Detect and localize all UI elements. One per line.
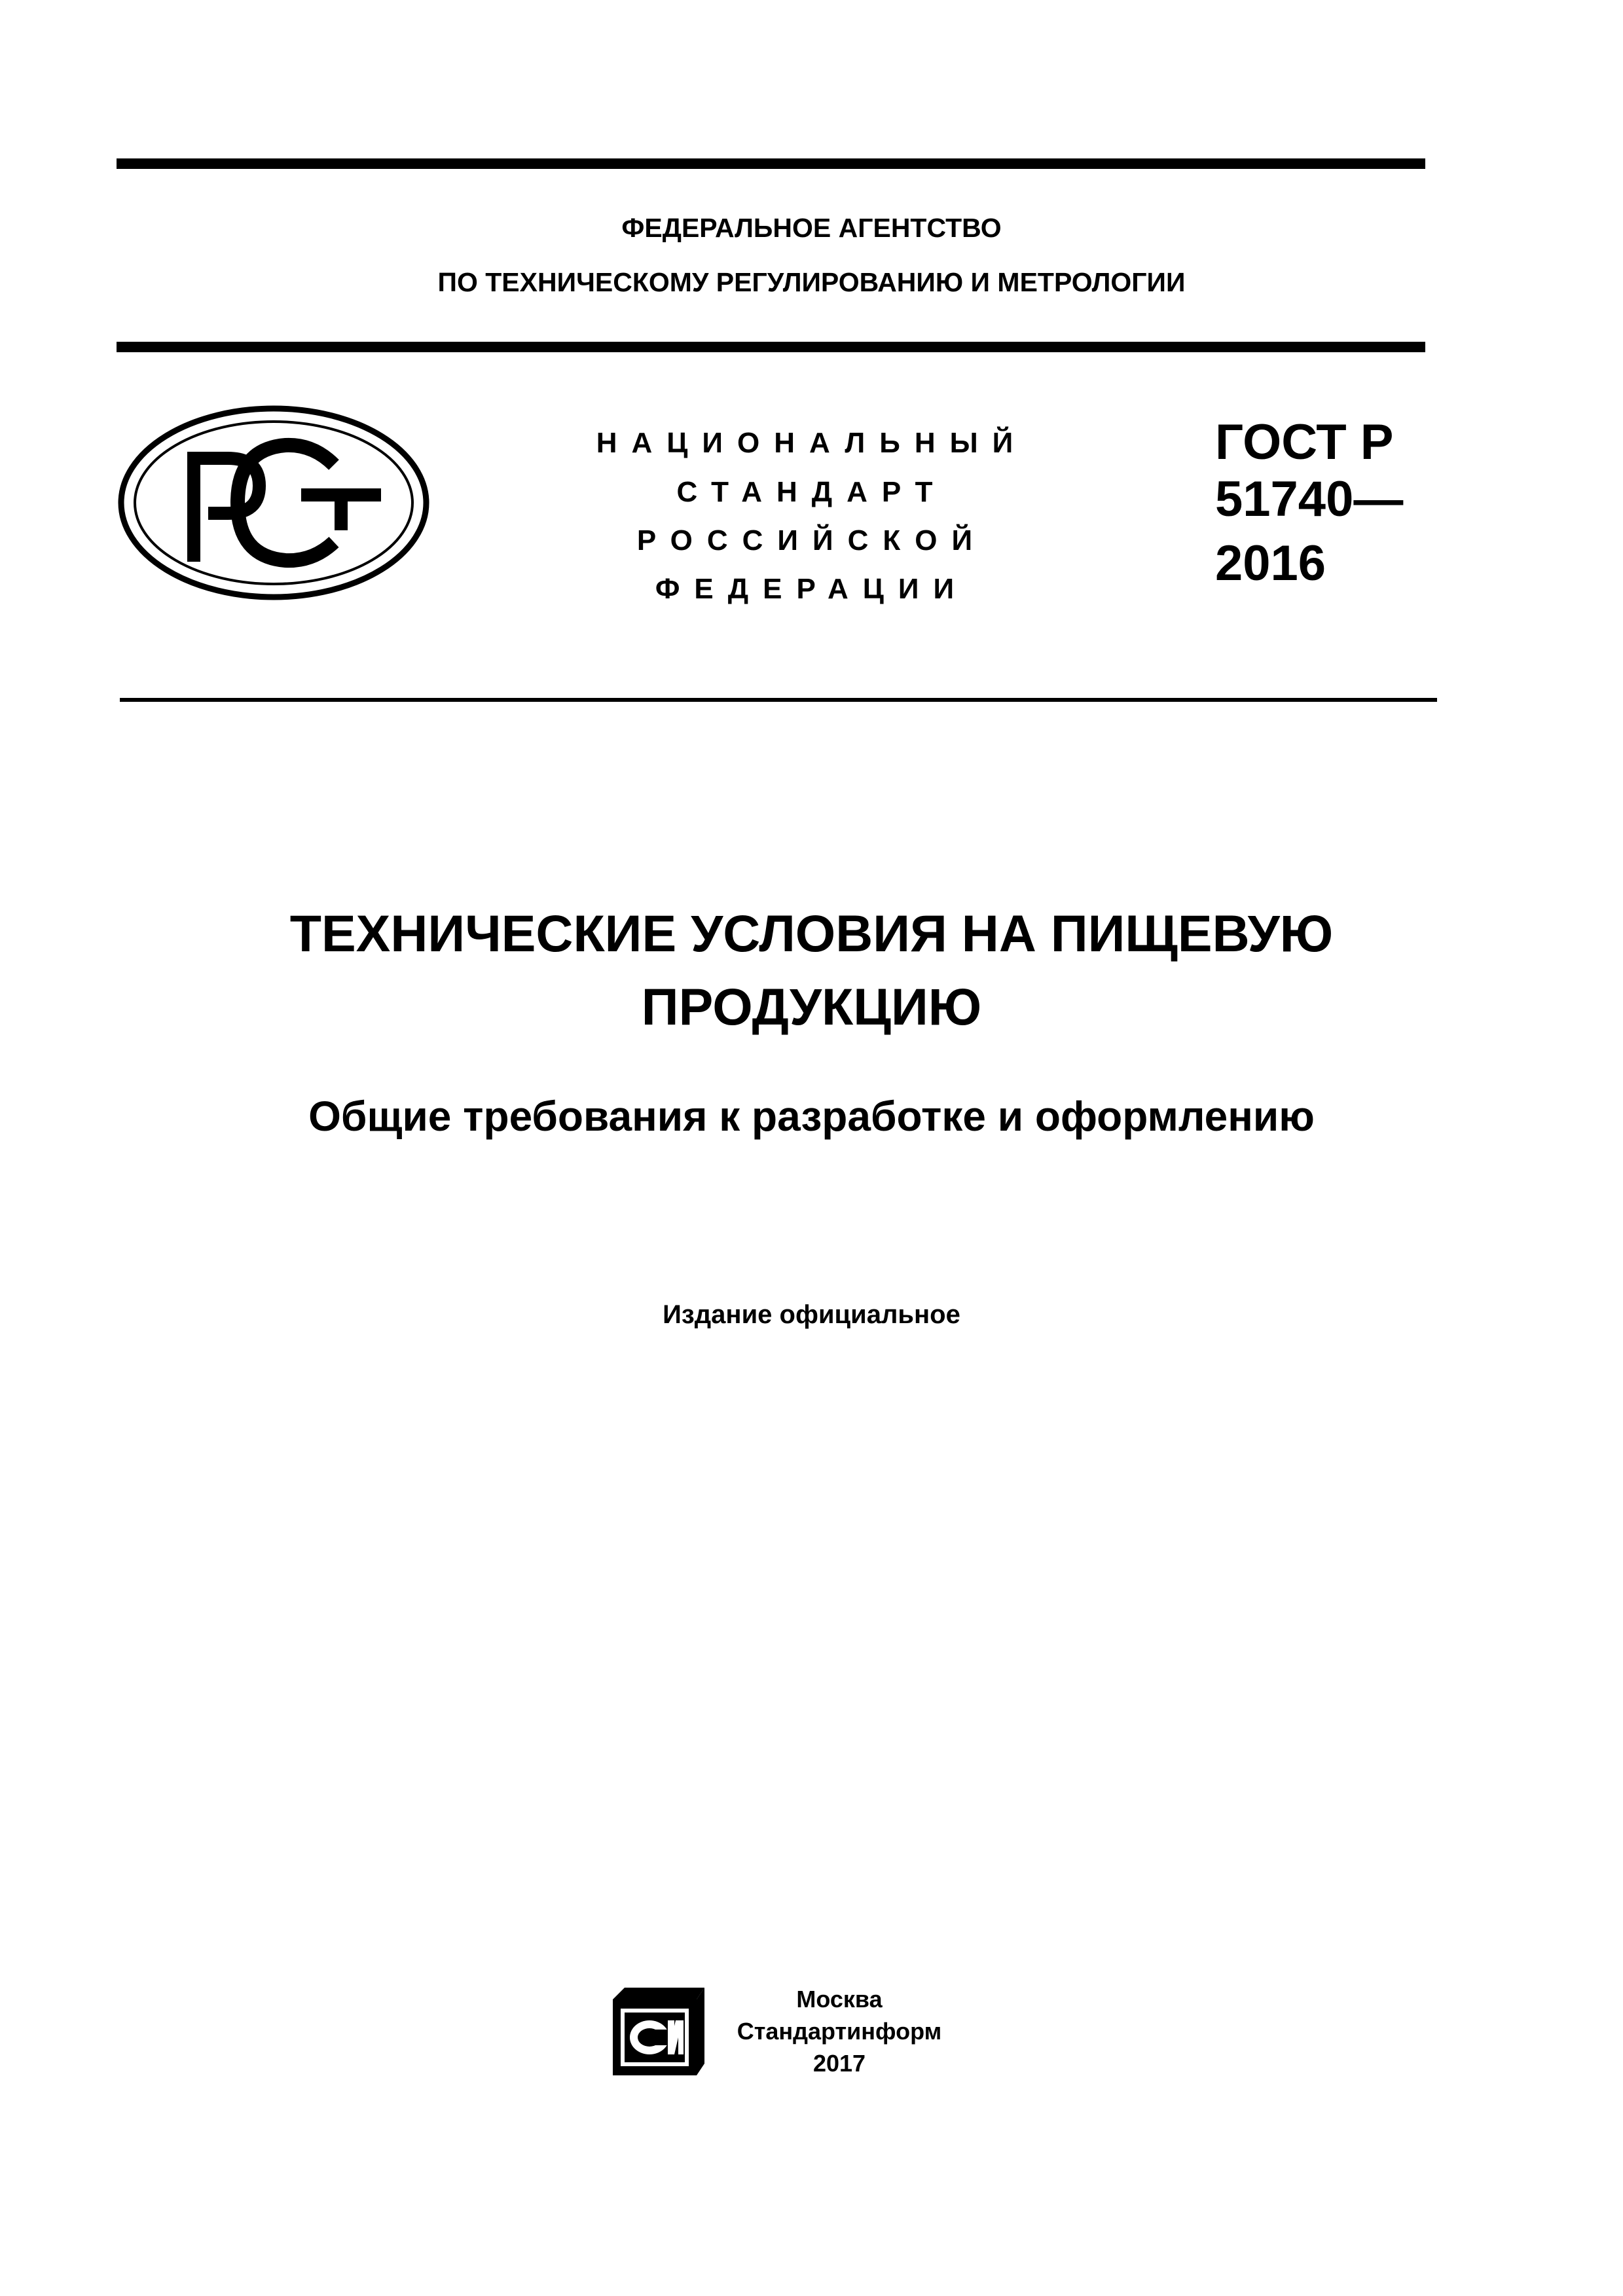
standard-type-line-1: НАЦИОНАЛЬНЫЙ bbox=[596, 427, 1028, 459]
top-rule bbox=[117, 158, 1425, 169]
gost-r-emblem-icon bbox=[117, 405, 431, 601]
standard-code-line-3: 2016 bbox=[1215, 536, 1326, 591]
document-subtitle: Общие требования к разработке и оформлению bbox=[308, 1093, 1315, 1140]
standartinform-logo-icon bbox=[606, 1984, 704, 2082]
document-title-line-1: ТЕХНИЧЕСКИЕ УСЛОВИЯ НА ПИЩЕВУЮ bbox=[289, 904, 1334, 962]
document-title-line-2: ПРОДУКЦИЮ bbox=[641, 977, 982, 1036]
lower-rule bbox=[120, 698, 1437, 702]
standard-code-line-2: 51740— bbox=[1215, 471, 1404, 527]
publisher-city: Москва bbox=[796, 1986, 883, 2013]
agency-name-line-2: ПО ТЕХНИЧЕСКОМУ РЕГУЛИРОВАНИЮ И МЕТРОЛОГИИ bbox=[437, 267, 1186, 297]
standard-type-line-3: РОССИЙСКОЙ bbox=[636, 524, 987, 556]
standard-code-line-1: ГОСТ Р bbox=[1215, 414, 1394, 470]
standard-type-line-4: ФЕДЕРАЦИИ bbox=[655, 573, 969, 605]
agency-name-line-1: ФЕДЕРАЛЬНОЕ АГЕНТСТВО bbox=[621, 213, 1002, 243]
document-title bbox=[0, 897, 1623, 1044]
edition-label: Издание официальное bbox=[663, 1300, 960, 1329]
standard-type-line-2: СТАНДАРТ bbox=[676, 476, 947, 508]
publisher-name: Стандартинформ bbox=[737, 2018, 942, 2045]
middle-rule bbox=[117, 342, 1425, 352]
publication-year: 2017 bbox=[812, 2050, 866, 2077]
